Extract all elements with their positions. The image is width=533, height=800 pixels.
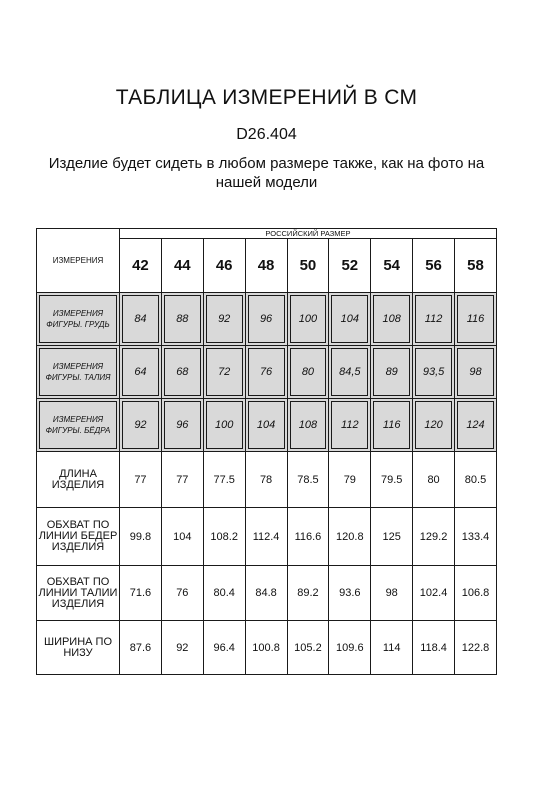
table-cell (120, 399, 162, 452)
table-row (37, 293, 497, 346)
cell-value: 92 (122, 401, 159, 449)
table-cell: 125 (371, 508, 413, 566)
table-cell (413, 293, 455, 346)
cell-value: 96 (164, 401, 201, 449)
table-cell (245, 293, 287, 346)
cell-value: 104 (331, 295, 368, 343)
row-label-text: ИЗМЕРЕНИЯ ФИГУРЫ. ТАЛИЯ (39, 348, 117, 396)
table-cell (455, 293, 497, 346)
row-label: ОБХВАТ ПО ЛИНИИ ТАЛИИ ИЗДЕЛИЯ (37, 566, 120, 621)
table-cell: 77 (161, 452, 203, 508)
cell-value: 80 (290, 348, 327, 396)
table-cell (371, 293, 413, 346)
size-chart-table (36, 228, 497, 675)
table-cell: 89.2 (287, 566, 329, 621)
table-cell: 106.8 (455, 566, 497, 621)
cell-value: 84,5 (331, 348, 368, 396)
table-cell (245, 399, 287, 452)
cell-value: 98 (457, 348, 494, 396)
table-cell: 77.5 (203, 452, 245, 508)
table-cell (203, 346, 245, 399)
table-row (37, 346, 497, 399)
size-header: 44 (161, 239, 203, 293)
size-header: 58 (455, 239, 497, 293)
cell-value: 100 (206, 401, 243, 449)
table-cell (329, 346, 371, 399)
table-cell (161, 399, 203, 452)
table-cell (161, 293, 203, 346)
table-cell (413, 346, 455, 399)
cell-value: 72 (206, 348, 243, 396)
table-cell: 129.2 (413, 508, 455, 566)
table-cell: 100.8 (245, 621, 287, 675)
table-row (37, 566, 497, 621)
table-cell: 76 (161, 566, 203, 621)
table-cell: 92 (161, 621, 203, 675)
cell-value: 96 (248, 295, 285, 343)
table-cell: 77 (120, 452, 162, 508)
row-label: ОБХВАТ ПО ЛИНИИ БЕДЕР ИЗДЕЛИЯ (37, 508, 120, 566)
table-cell: 122.8 (455, 621, 497, 675)
row-label: ДЛИНА ИЗДЕЛИЯ (37, 452, 120, 508)
size-header: 46 (203, 239, 245, 293)
table-cell: 71.6 (120, 566, 162, 621)
cell-value: 88 (164, 295, 201, 343)
row-label-text: ИЗМЕРЕНИЯ ФИГУРЫ. БЁДРА (39, 401, 117, 449)
table-cell: 116.6 (287, 508, 329, 566)
table-cell: 133.4 (455, 508, 497, 566)
table-cell (329, 399, 371, 452)
cell-value: 108 (373, 295, 410, 343)
table-cell (287, 293, 329, 346)
size-header: 42 (120, 239, 162, 293)
cell-value: 124 (457, 401, 494, 449)
cell-value: 89 (373, 348, 410, 396)
cell-value: 116 (457, 295, 494, 343)
row-label (37, 346, 120, 399)
cell-value: 104 (248, 401, 285, 449)
table-cell: 120.8 (329, 508, 371, 566)
table-cell: 93.6 (329, 566, 371, 621)
cell-value: 112 (331, 401, 368, 449)
table-cell (245, 346, 287, 399)
size-header: 54 (371, 239, 413, 293)
table-cell (371, 346, 413, 399)
cell-value: 64 (122, 348, 159, 396)
row-label (37, 293, 120, 346)
table-cell: 78.5 (287, 452, 329, 508)
cell-value: 84 (122, 295, 159, 343)
table-cell: 104 (161, 508, 203, 566)
size-header: 56 (413, 239, 455, 293)
table-cell: 80.4 (203, 566, 245, 621)
cell-value: 120 (415, 401, 452, 449)
table-row (37, 399, 497, 452)
cell-value: 76 (248, 348, 285, 396)
size-header: 52 (329, 239, 371, 293)
table-cell: 96.4 (203, 621, 245, 675)
cell-value: 92 (206, 295, 243, 343)
table-cell (455, 346, 497, 399)
size-header: 50 (287, 239, 329, 293)
table-cell (120, 293, 162, 346)
table-header-row (37, 229, 497, 239)
table-cell: 102.4 (413, 566, 455, 621)
page-title: ТАБЛИЦА ИЗМЕРЕНИЙ В СМ (115, 86, 418, 109)
table-cell: 114 (371, 621, 413, 675)
cell-value: 100 (290, 295, 327, 343)
table-cell: 98 (371, 566, 413, 621)
table-cell: 87.6 (120, 621, 162, 675)
fit-note: Изделие будет сидеть в любом размере также, как на фото на нашей модели (48, 155, 485, 191)
table-cell: 112.4 (245, 508, 287, 566)
table-cell (455, 399, 497, 452)
table-cell: 78 (245, 452, 287, 508)
table-cell: 99.8 (120, 508, 162, 566)
cell-value: 116 (373, 401, 410, 449)
article-code: D26.404 (236, 126, 297, 143)
cell-value: 108 (290, 401, 327, 449)
group-header: РОССИЙСКИЙ РАЗМЕР (120, 229, 497, 239)
table-cell (203, 293, 245, 346)
table-cell (203, 399, 245, 452)
cell-value: 68 (164, 348, 201, 396)
row-label (37, 399, 120, 452)
table-cell (120, 346, 162, 399)
cell-value: 93,5 (415, 348, 452, 396)
row-label: ШИРИНА ПО НИЗУ (37, 621, 120, 675)
table-cell: 80 (413, 452, 455, 508)
table-cell: 80.5 (455, 452, 497, 508)
corner-label: ИЗМЕРЕНИЯ (37, 229, 120, 293)
size-header: 48 (245, 239, 287, 293)
table-cell (413, 399, 455, 452)
table-cell: 105.2 (287, 621, 329, 675)
row-label-text: ИЗМЕРЕНИЯ ФИГУРЫ. ГРУДЬ (39, 295, 117, 343)
table-cell (287, 399, 329, 452)
table-cell: 84.8 (245, 566, 287, 621)
table-cell: 79.5 (371, 452, 413, 508)
table-row (37, 508, 497, 566)
table-cell: 108.2 (203, 508, 245, 566)
table-cell (161, 346, 203, 399)
table-cell (287, 346, 329, 399)
table-cell: 109.6 (329, 621, 371, 675)
table-cell: 79 (329, 452, 371, 508)
table-row (37, 621, 497, 675)
table-cell: 118.4 (413, 621, 455, 675)
table-cell (371, 399, 413, 452)
cell-value: 112 (415, 295, 452, 343)
table-cell (329, 293, 371, 346)
table-row (37, 452, 497, 508)
